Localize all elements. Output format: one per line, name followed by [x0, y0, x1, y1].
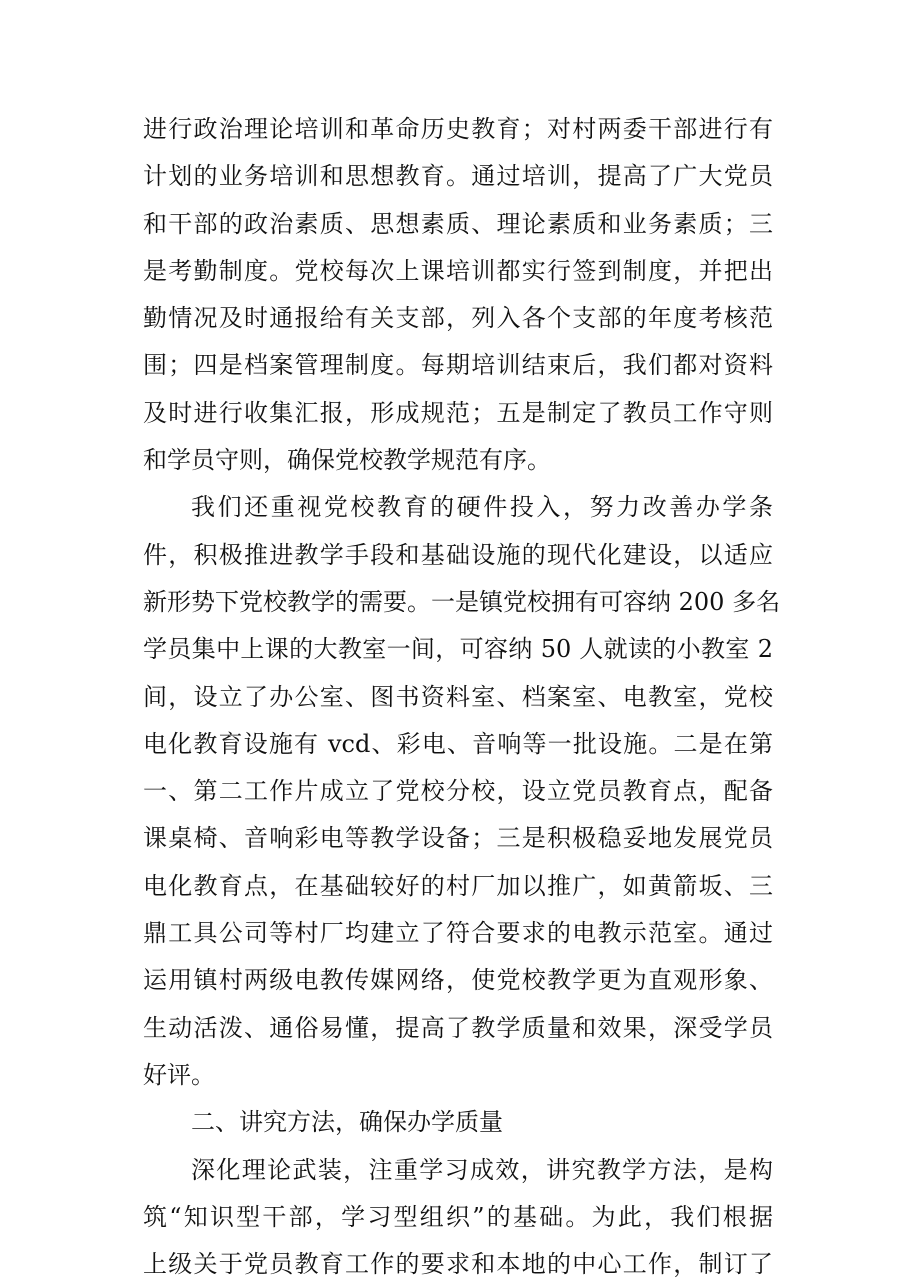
- text-line: 学员集中上课的大教室一间，可容纳 50 人就读的小教室 2: [143, 635, 773, 664]
- text-line: 间，设立了办公室、图书资料室、档案室、电教室，党校: [143, 682, 773, 711]
- text-line: 筑“知识型干部，学习型组织”的基础。为此，我们根据: [143, 1202, 773, 1231]
- document-body: [143, 106, 781, 1288]
- text-line: 运用镇村两级电教传媒网络，使党校教学更为直观形象、: [143, 966, 773, 995]
- text-line: 围；四是档案管理制度。每期培训结束后，我们都对资料: [143, 351, 773, 380]
- text-line: 计划的业务培训和思想教育。通过培训，提高了广大党员: [143, 162, 773, 191]
- text-line: 及时进行收集汇报，形成规范；五是制定了教员工作守则: [143, 398, 773, 427]
- text-line: 新形势下党校教学的需要。一是镇党校拥有可容纳 200 多名: [143, 587, 781, 616]
- text-line: 是考勤制度。党校每次上课培训都实行签到制度，并把出: [143, 256, 773, 285]
- text-line: 和干部的政治素质、思想素质、理论素质和业务素质；三: [143, 209, 773, 238]
- text-line: 电化教育设施有 vcd、彩电、音响等一批设施。二是在第: [143, 729, 773, 758]
- text-line: 进行政治理论培训和革命历史教育；对村两委干部进行有: [143, 115, 773, 143]
- text-line: 勤情况及时通报给有关支部，列入各个支部的年度考核范: [143, 304, 773, 333]
- text-line: 一、第二工作片成立了党校分校，设立党员教育点，配备: [143, 777, 773, 806]
- text-line: 鼎工具公司等村厂均建立了符合要求的电教示范室。通过: [143, 919, 773, 948]
- text-line: 和学员守则，确保党校教学规范有序。: [143, 446, 551, 475]
- text-line: 课桌椅、音响彩电等教学设备；三是积极稳妥地发展党员: [143, 824, 773, 853]
- text-line: 二、讲究方法，确保办学质量: [191, 1108, 503, 1137]
- text-line: 我们还重视党校教育的硬件投入，努力改善办学条: [191, 493, 773, 522]
- text-line: 深化理论武装，注重学习成效，讲究教学方法，是构: [191, 1155, 773, 1184]
- text-line: 上级关于党员教育工作的要求和本地的中心工作，制订了: [143, 1250, 773, 1279]
- text-line: 电化教育点，在基础较好的村厂加以推广，如黄箭坂、三: [143, 871, 773, 900]
- text-line: 件，积极推进教学手段和基础设施的现代化建设，以适应: [143, 540, 773, 569]
- text-line: 好评。: [143, 1060, 215, 1089]
- text-line: 生动活泼、通俗易懂，提高了教学质量和效果，深受学员: [143, 1013, 773, 1042]
